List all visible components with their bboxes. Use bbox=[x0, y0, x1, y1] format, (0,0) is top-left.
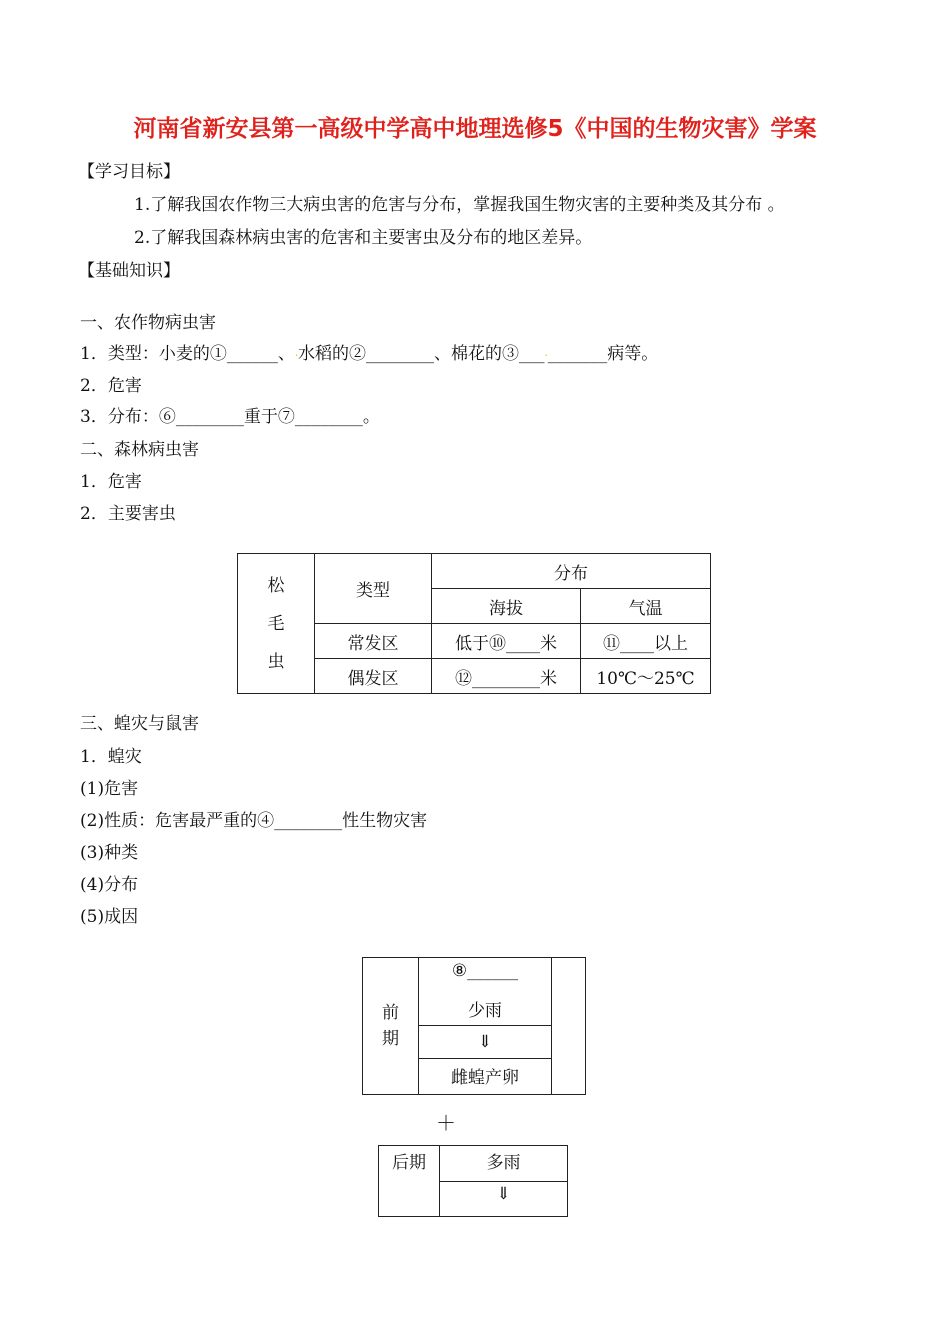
plus-sign: ＋ bbox=[436, 1111, 456, 1135]
late-stage-box bbox=[378, 1145, 568, 1217]
section-3-title: 三、蝗灾与鼠害 bbox=[80, 714, 199, 734]
page-title: 河南省新安县第一高级中学高中地理选修5《中国的生物灾害》学案 bbox=[133, 116, 817, 142]
table-cell-temperature: ⑪____以上 bbox=[581, 624, 711, 659]
locust-item: (5)成因 bbox=[80, 907, 139, 927]
early-cell-spacer bbox=[419, 1093, 552, 1095]
table-cell-altitude: 低于⑩____米 bbox=[432, 624, 581, 659]
dot-mark: . bbox=[544, 348, 548, 359]
early-cell-blank bbox=[419, 958, 552, 992]
distribution-header: 分布 bbox=[432, 554, 711, 589]
early-side-cell bbox=[552, 958, 586, 1095]
early-cell-low-rain: 少雨 bbox=[419, 992, 552, 1026]
locust-item: (3)种类 bbox=[80, 843, 139, 863]
table-cell-temperature: 10℃～25℃ bbox=[581, 659, 711, 694]
pine-caterpillar-table bbox=[237, 553, 711, 694]
basics-header: 【基础知识】 bbox=[78, 261, 180, 281]
late-cell-more-rain: 多雨 bbox=[440, 1146, 568, 1182]
early-cell-blank-text: ⑧______ bbox=[451, 960, 519, 981]
crop-pest-distribution: 3．分布：⑥________重于⑦________。 bbox=[80, 407, 380, 427]
crop-pest-types-part-2: 水稻的②________、棉花的③___ bbox=[298, 344, 545, 364]
dot-mark: . bbox=[294, 348, 299, 359]
early-stage-label: 前期 bbox=[382, 1002, 399, 1049]
early-cell-arrow: ⇓ bbox=[419, 1026, 552, 1059]
late-stage-label: 后期 bbox=[379, 1146, 440, 1217]
crop-pest-types-part-3: _______病等。 bbox=[547, 344, 659, 364]
objectives-header: 【学习目标】 bbox=[78, 162, 180, 182]
locust-item: (4)分布 bbox=[80, 875, 139, 895]
crop-pest-types bbox=[80, 342, 658, 366]
table-cell-type: 偶发区 bbox=[315, 659, 432, 694]
crop-pest-harm: 2．危害 bbox=[80, 376, 142, 396]
early-stage-label-cell bbox=[363, 958, 419, 1095]
early-cell-egg-laying: 雌蝗产卵 bbox=[419, 1059, 552, 1093]
section-2-title: 二、森林病虫害 bbox=[80, 440, 199, 460]
altitude-header: 海拔 bbox=[432, 589, 581, 624]
late-cell-arrow: ⇓ bbox=[440, 1182, 568, 1217]
pest-name-cell bbox=[238, 554, 315, 694]
locust-disaster: 1．蝗灾 bbox=[80, 747, 142, 767]
objective-item: 2.了解我国森林病虫害的危害和主要害虫及分布的地区差异。 bbox=[134, 228, 593, 248]
locust-item: (1)危害 bbox=[80, 779, 139, 799]
crop-pest-types-part-1: 1．类型：小麦的①______、 bbox=[80, 344, 295, 364]
table-cell-type: 常发区 bbox=[315, 624, 432, 659]
table-cell-altitude: ⑫________米 bbox=[432, 659, 581, 694]
temperature-header: 气温 bbox=[581, 589, 711, 624]
forest-main-pests: 2．主要害虫 bbox=[80, 504, 176, 524]
pest-name: 松毛虫 bbox=[267, 575, 285, 672]
early-stage-box bbox=[362, 957, 586, 1095]
objective-item: 1.了解我国农作物三大病虫害的危害与分布，掌握我国生物灾害的主要种类及其分布 。 bbox=[134, 195, 785, 215]
locust-item: (2)性质：危害最严重的④________性生物灾害 bbox=[80, 811, 428, 831]
section-1-title: 一、农作物病虫害 bbox=[80, 313, 216, 333]
forest-pest-harm: 1．危害 bbox=[80, 472, 142, 492]
type-header: 类型 bbox=[315, 554, 432, 624]
